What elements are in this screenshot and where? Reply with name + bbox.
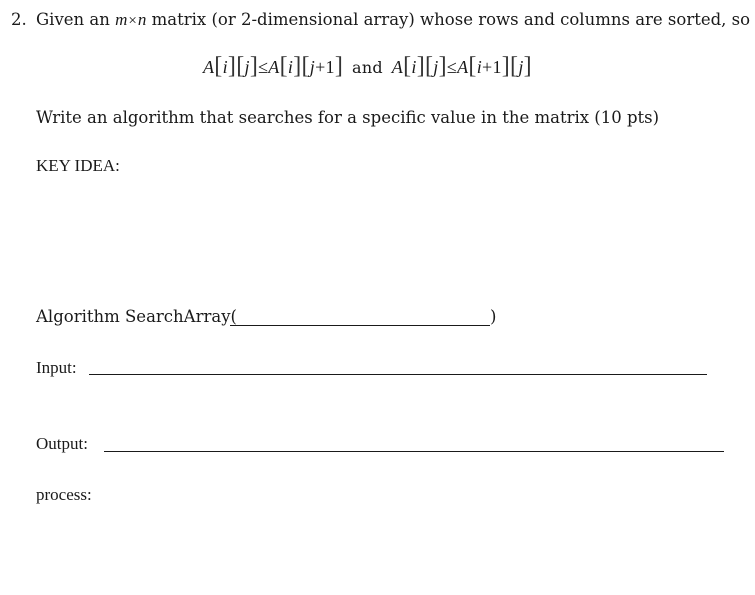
intro-prefix: Given an xyxy=(36,10,110,29)
process-label: process: xyxy=(36,485,92,504)
question-number: 2. xyxy=(11,10,27,29)
algorithm-params-blank[interactable] xyxy=(230,325,490,326)
key-idea-label: KEY IDEA: xyxy=(36,156,120,175)
algorithm-label: Algorithm SearchArray( xyxy=(36,307,237,326)
input-blank[interactable] xyxy=(89,374,707,375)
intro-suffix: matrix (or 2-dimensional array) whose rows and columns are sorted, so xyxy=(151,10,751,29)
question-intro xyxy=(36,10,750,30)
output-blank[interactable] xyxy=(104,451,724,452)
question-prompt: Write an algorithm that searches for a specific value in the matrix (10 pts) xyxy=(36,108,660,127)
var-m: m xyxy=(115,10,128,29)
condition-left: A[i][j]≤A[i][j+1] xyxy=(203,53,344,79)
condition-and: and xyxy=(351,58,383,77)
output-label: Output: xyxy=(36,434,88,453)
times-symbol: × xyxy=(128,13,137,29)
condition-right: A[i][j]≤A[i+1][j] xyxy=(391,53,532,79)
input-label: Input: xyxy=(36,358,77,377)
algorithm-close-paren: ) xyxy=(490,307,497,326)
var-n: n xyxy=(137,10,147,29)
sorted-condition xyxy=(203,53,532,80)
